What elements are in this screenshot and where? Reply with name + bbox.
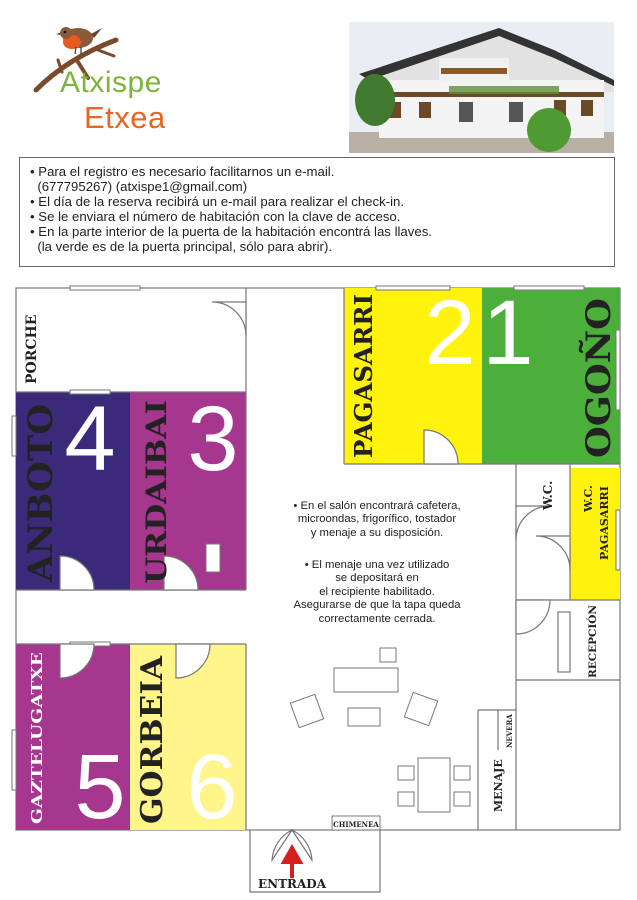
chimenea-label: CHIMENEA [333, 820, 379, 829]
room-1-name: OGOÑO [579, 309, 619, 458]
info-line: • Para el registro es necesario facilitarnos un e-mail. [30, 164, 335, 179]
info-box [19, 157, 615, 267]
salon-note-1: • En el salón encontrará cafetera, microondas, frigorífico, tostador y menaje a su disposición. [293, 500, 461, 539]
room-6-number: 6 [186, 736, 238, 838]
room-3-number: 3 [187, 388, 239, 490]
info-line: (677795267) (atxispe1@gmail.com) [30, 179, 248, 194]
entrance-arrow-icon [284, 848, 300, 878]
room-6-name: GORBEIA [135, 661, 170, 824]
room-5-number: 5 [74, 736, 126, 838]
info-line: • El día de la reserva recibirá un e-mail para realizar el check-in. [30, 194, 405, 209]
room-1-number: 1 [482, 282, 534, 384]
entrada-label: ENTRADA [257, 877, 327, 891]
room-2-name: PAGASARRI [349, 296, 378, 458]
nevera-label: NEVERA [505, 714, 514, 748]
info-line: • En la parte interior de la puerta de la habitación encontrá las llaves. [30, 224, 432, 239]
info-line: (la verde es de la puerta principal, sólo para abrir). [30, 239, 332, 254]
room-4-name: ANBOTO [21, 410, 61, 582]
room-2-number: 2 [424, 282, 476, 384]
house-image [349, 22, 614, 153]
porche-label: PORCHE [24, 314, 40, 384]
recepcion-label: RECEPCIÓN [587, 605, 599, 678]
wc-label: W.C. [541, 480, 555, 510]
room-3-name: URDAIBAI [140, 418, 173, 584]
menaje-label: MENAJE [492, 759, 505, 812]
wc-pagasarri-label-1: W.C. [582, 485, 595, 512]
info-line: • Se le enviara el número de habitación con la clave de acceso. [30, 209, 401, 224]
salon-note-2: • El menaje una vez utilizado se depositará en el recipiente habilitado. Asegurarse de que la tapa queda correctamente cerrada. [293, 559, 461, 625]
room-5-name: GAZTELUGATXE [28, 685, 46, 824]
room-4-number: 4 [64, 388, 116, 490]
logo-text-atxispe: Atxispe [60, 66, 162, 99]
salon-furniture [290, 648, 470, 830]
house-photo [349, 22, 614, 153]
wc-pagasarri-label-2: PAGASARRI [598, 486, 611, 560]
logo-text-etxea: Etxea [84, 100, 166, 135]
reception-counter [558, 612, 570, 672]
wc-pagasarri-room [570, 468, 620, 600]
